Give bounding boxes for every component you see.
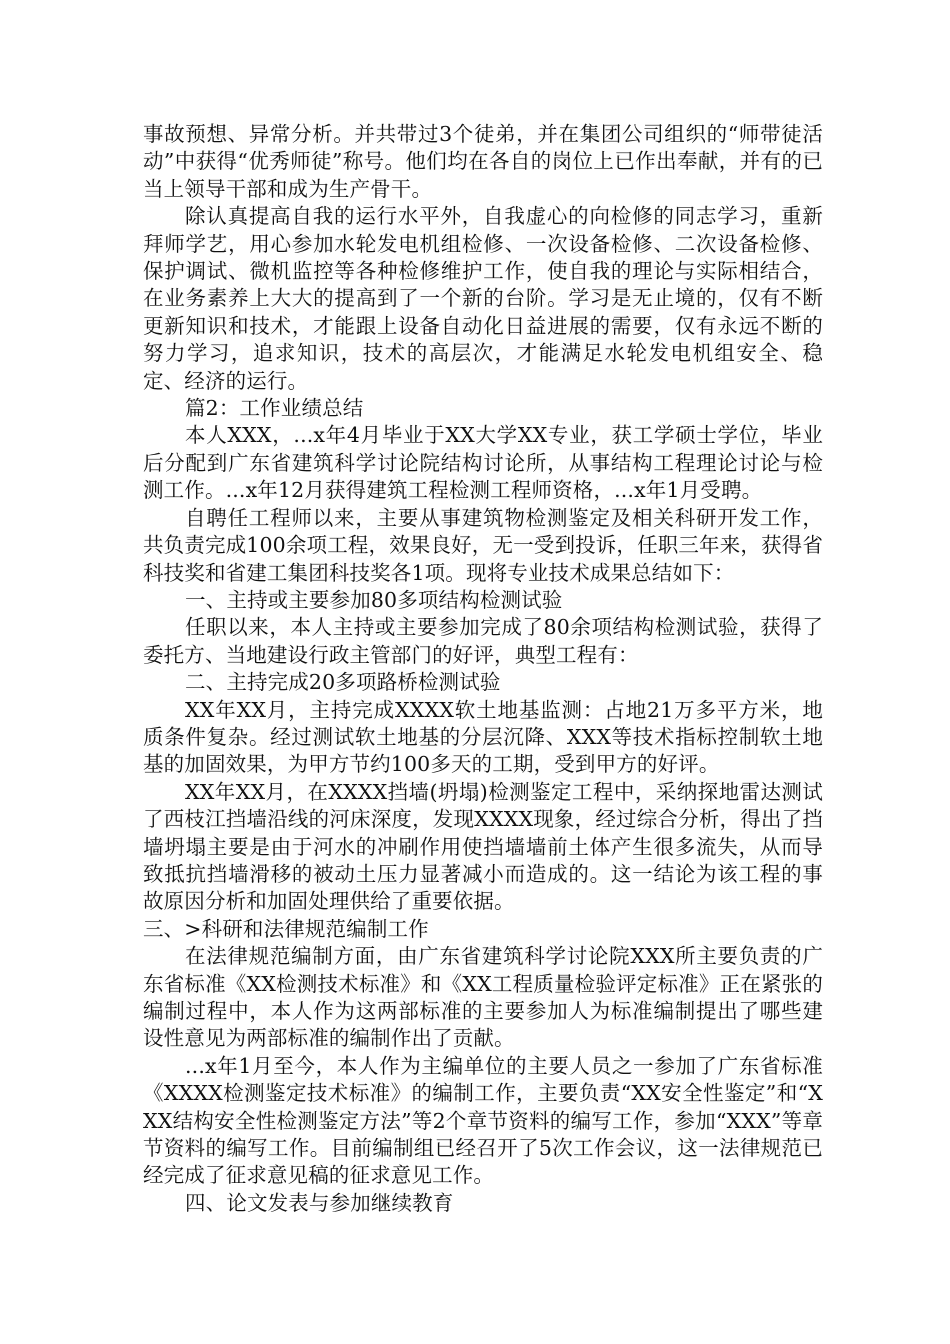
section-heading-3: 三、>科研和法律规范编制工作 <box>143 916 429 941</box>
paragraph-1: 事故预想、异常分析。并共带过3个徒弟，并在集团公司组织的“师带徒活动”中获得“优秀师徒”称号。他们均在各自的岗位上已作出奉献，并有的已当上领导干部和成为生产骨干。 <box>143 122 823 201</box>
paragraph-5: 任职以来，本人主持或主要参加完成了80余项结构检测试验，获得了委托方、当地建设行政主管部门的好评，典型工程有： <box>143 615 823 667</box>
paragraph-9: ...x年1月至今，本人作为主编单位的主要人员之一参加了广东省标准《XXXX检测鉴定技术标准》的编制工作，主要负责“XX安全性鉴定”和“XXX结构安全性检测鉴定方法”等2个章节资料的编写工作，参加“XXX”等章节资料的编写工作。目前编制组已经召开了5次工作会议，这一法律规范已经完成了征求意见稿的征求意见工作。 <box>143 1053 823 1188</box>
paragraph-4: 自聘任工程师以来，主要从事建筑物检测鉴定及相关科研开发工作，共负责完成100余项工程，效果良好，无一受到投诉，任职三年来，获得省科技奖和省建工集团科技奖各1项。现将专业技术成果总结如下： <box>143 505 823 585</box>
section-heading-4: 四、论文发表与参加继续教育 <box>185 1190 454 1215</box>
paragraph-6: XX年XX月，主持完成XXXX软土地基监测：占地21万多平方米，地质条件复杂。经过测试软土地基的分层沉降、XXX等技术指标控制软土地基的加固效果，为甲方节约100多天的工期，受到甲方的好评。 <box>143 697 823 777</box>
section-heading-1: 一、主持或主要参加80多项结构检测试验 <box>185 587 563 612</box>
document-body <box>143 121 823 1217</box>
section-heading-2: 二、主持完成20多项路桥检测试验 <box>185 670 501 695</box>
paragraph-3: 本人XXX，...x年4月毕业于XX大学XX专业，获工学硕士学位，毕业后分配到广东省建筑科学讨论院结构讨论所，从事结构工程理论讨论与检测工作。...x年12月获得建筑工程检测工程师资格，...x年1月受聘。 <box>143 423 823 503</box>
paragraph-7: XX年XX月，在XXXX挡墙(坍塌)检测鉴定工程中，采纳探地雷达测试了西枝江挡墙沿线的河床深度，发现XXXX现象，经过综合分析，得出了挡墙坍塌主要是由于河水的冲刷作用使挡墙墙前土体产生很多流失，从而导致抵抗挡墙滑移的被动土压力显著减小而造成的。这一结论为该工程的事故原因分析和加固处理供给了重要依据。 <box>143 779 823 914</box>
paragraph-2: 除认真提高自我的运行水平外，自我虚心的向检修的同志学习，重新拜师学艺，用心参加水轮发电机组检修、一次设备检修、二次设备检修、保护调试、微机监控等各种检修维护工作，使自我的理论与实际相结合，在业务素养上大大的提高到了一个新的台阶。学习是无止境的，仅有不断更新知识和技术，才能跟上设备自动化日益进展的需要，仅有永远不断的努力学习，追求知识，技术的高层次，才能满足水轮发电机组安全、稳定、经济的运行。 <box>143 204 823 393</box>
paragraph-8: 在法律规范编制方面，由广东省建筑科学讨论院XXX所主要负责的广东省标准《XX检测技术标准》和《XX工程质量检验评定标准》正在紧张的编制过程中，本人作为这两部标准的主要参加人为标准编制提出了哪些建设性意见为两部标准的编制作出了贡献。 <box>143 944 823 1051</box>
section-heading-part2: 篇2：工作业绩总结 <box>185 396 364 421</box>
